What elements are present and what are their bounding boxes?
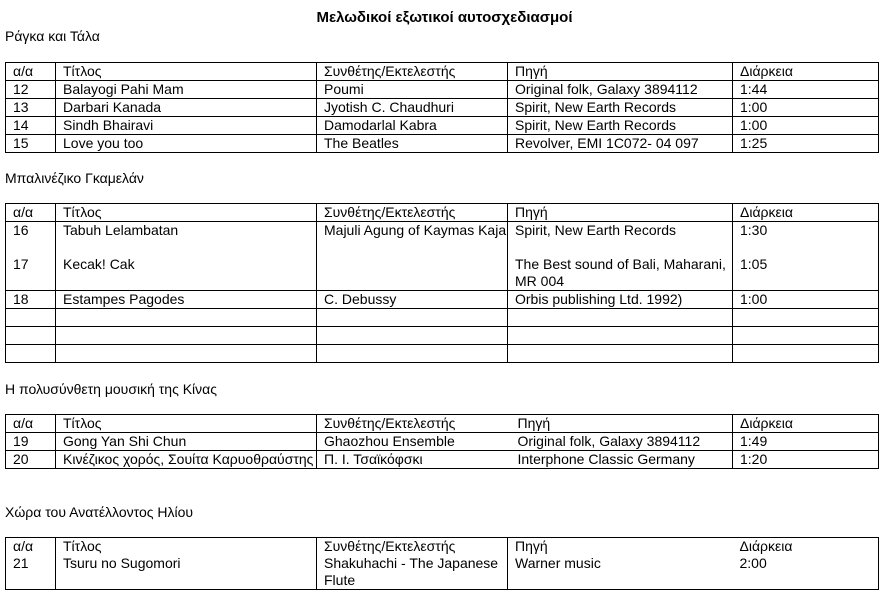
cell-duration: 1:25 <box>733 135 879 153</box>
empty-cell <box>56 345 317 363</box>
cell-source-17: The Best sound of Bali, Maharani, MR 004 <box>515 256 726 289</box>
cell-title: Tsuru no Sugomori <box>56 555 317 590</box>
cell-artist: Majuli Agung of Kaymas Kaja <box>317 222 508 291</box>
cell-artist: Jyotish C. Chaudhuri <box>317 99 508 117</box>
cell-duration: 1:00 <box>733 99 879 117</box>
empty-cell <box>56 309 317 327</box>
section-heading: Μπαλινέζικο Γκαμελάν <box>5 170 144 186</box>
cell-source: Original folk, Galaxy 3894112 <box>511 433 733 451</box>
header-source: Πηγή <box>508 204 733 222</box>
cell-no: 12 <box>6 81 56 99</box>
cell-source: Spirit, New Earth Records <box>508 99 733 117</box>
header-source: Πηγή <box>508 63 733 81</box>
cell-no-17: 17 <box>13 256 29 272</box>
empty-cell <box>6 327 56 345</box>
cell-artist: Damodarlal Kabra <box>317 117 508 135</box>
table-row <box>6 117 879 135</box>
cell-no: 20 <box>6 451 56 469</box>
cell-source <box>508 222 733 291</box>
cell-no: 14 <box>6 117 56 135</box>
empty-cell <box>508 345 733 363</box>
header-no: α/α <box>6 538 56 556</box>
cell-artist: Π. Ι. Τσαϊκόφσκι <box>317 451 511 469</box>
cell-no: 21 <box>6 555 56 590</box>
table-row <box>6 135 879 153</box>
table-header-row <box>6 204 879 222</box>
cell-duration: 1:00 <box>733 117 879 135</box>
header-no: α/α <box>6 204 56 222</box>
cell-duration: 2:00 <box>733 555 879 590</box>
cell-artist: C. Debussy <box>317 291 508 309</box>
header-no: α/α <box>6 63 56 81</box>
table-header-row <box>6 538 879 556</box>
header-duration: Διάρκεια <box>733 204 879 222</box>
empty-cell <box>317 327 508 345</box>
empty-row <box>6 345 879 363</box>
cell-source-16: Spirit, New Earth Records <box>515 222 677 238</box>
header-no: α/α <box>6 415 56 433</box>
header-source: Πηγή <box>511 415 733 433</box>
cell-no: 19 <box>6 433 56 451</box>
cell-source: Orbis publishing Ltd. 1992) <box>508 291 733 309</box>
table-row <box>6 81 879 99</box>
cell-artist: The Beatles <box>317 135 508 153</box>
empty-row <box>6 327 879 345</box>
cell-duration: 1:49 <box>733 433 879 451</box>
header-duration: Διάρκεια <box>733 538 879 556</box>
empty-row <box>6 309 879 327</box>
cell-title: Love you too <box>56 135 317 153</box>
cell-no <box>6 222 56 291</box>
cell-artist: Shakuhachi - The Japanese Flute <box>317 555 508 590</box>
empty-cell <box>6 345 56 363</box>
table-row <box>6 451 879 469</box>
header-artist: Συνθέτης/Εκτελεστής <box>317 415 511 433</box>
cell-title: Κινέζικος χορός, Σουίτα Καρυοθραύστης <box>56 451 317 469</box>
empty-cell <box>508 327 733 345</box>
cell-source: Interphone Classic Germany <box>511 451 733 469</box>
header-duration: Διάρκεια <box>733 63 879 81</box>
table-row <box>6 555 879 590</box>
empty-cell <box>317 309 508 327</box>
cell-duration: 1:44 <box>733 81 879 99</box>
cell-source: Spirit, New Earth Records <box>508 117 733 135</box>
section-heading: Η πολυσύνθετη μουσική της Κίνας <box>5 381 218 397</box>
cell-duration <box>733 222 879 291</box>
table-row <box>6 99 879 117</box>
empty-cell <box>508 309 733 327</box>
table-row <box>6 291 879 309</box>
tracks-table-japan <box>5 537 879 590</box>
header-artist: Συνθέτης/Εκτελεστής <box>317 204 508 222</box>
section-heading: Χώρα του Ανατέλλοντος Ηλίου <box>5 504 194 520</box>
empty-cell <box>56 327 317 345</box>
cell-no: 15 <box>6 135 56 153</box>
tracks-table-raga <box>5 62 879 153</box>
header-title: Τίτλος <box>56 538 317 556</box>
cell-no-16: 16 <box>13 222 29 238</box>
cell-title: Gong Yan Shi Chun <box>56 433 317 451</box>
header-title: Τίτλος <box>56 204 317 222</box>
cell-title: Darbari Kanada <box>56 99 317 117</box>
table-header-row <box>6 63 879 81</box>
cell-duration: 1:20 <box>733 451 879 469</box>
cell-no: 13 <box>6 99 56 117</box>
header-title: Τίτλος <box>56 415 317 433</box>
table-header-row <box>6 415 879 433</box>
header-artist: Συνθέτης/Εκτελεστής <box>317 63 508 81</box>
table-row <box>6 433 879 451</box>
cell-artist: Ghaozhou Ensemble <box>317 433 511 451</box>
empty-cell <box>6 309 56 327</box>
header-artist: Συνθέτης/Εκτελεστής <box>317 538 508 556</box>
cell-title-17: Kecak! Cak <box>63 256 135 272</box>
table-row <box>6 222 879 291</box>
section-heading: Ράγκα και Τάλα <box>5 28 100 44</box>
header-title: Τίτλος <box>56 63 317 81</box>
cell-title: Sindh Bhairavi <box>56 117 317 135</box>
cell-title-16: Tabuh Lelambatan <box>63 222 179 238</box>
cell-source: Revolver, EMI 1C072- 04 097 <box>508 135 733 153</box>
empty-cell <box>733 309 879 327</box>
header-source: Πηγή <box>508 538 733 556</box>
cell-source: Warner music <box>508 555 733 590</box>
cell-title: Balayogi Pahi Mam <box>56 81 317 99</box>
empty-cell <box>733 327 879 345</box>
cell-duration-17: 1:05 <box>740 256 768 272</box>
cell-duration: 1:00 <box>733 291 879 309</box>
cell-duration-16: 1:30 <box>740 222 768 238</box>
cell-source: Original folk, Galaxy 3894112 <box>508 81 733 99</box>
empty-cell <box>317 345 508 363</box>
document-title: Μελωδικοί εξωτικοί αυτοσχεδιασμοί <box>316 9 573 26</box>
cell-no: 18 <box>6 291 56 309</box>
tracks-table-china <box>5 414 879 469</box>
cell-artist: Poumi <box>317 81 508 99</box>
cell-title <box>56 222 317 291</box>
cell-title: Estampes Pagodes <box>56 291 317 309</box>
empty-cell <box>733 345 879 363</box>
tracks-table-gamelan <box>5 203 879 363</box>
header-duration: Διάρκεια <box>733 415 879 433</box>
